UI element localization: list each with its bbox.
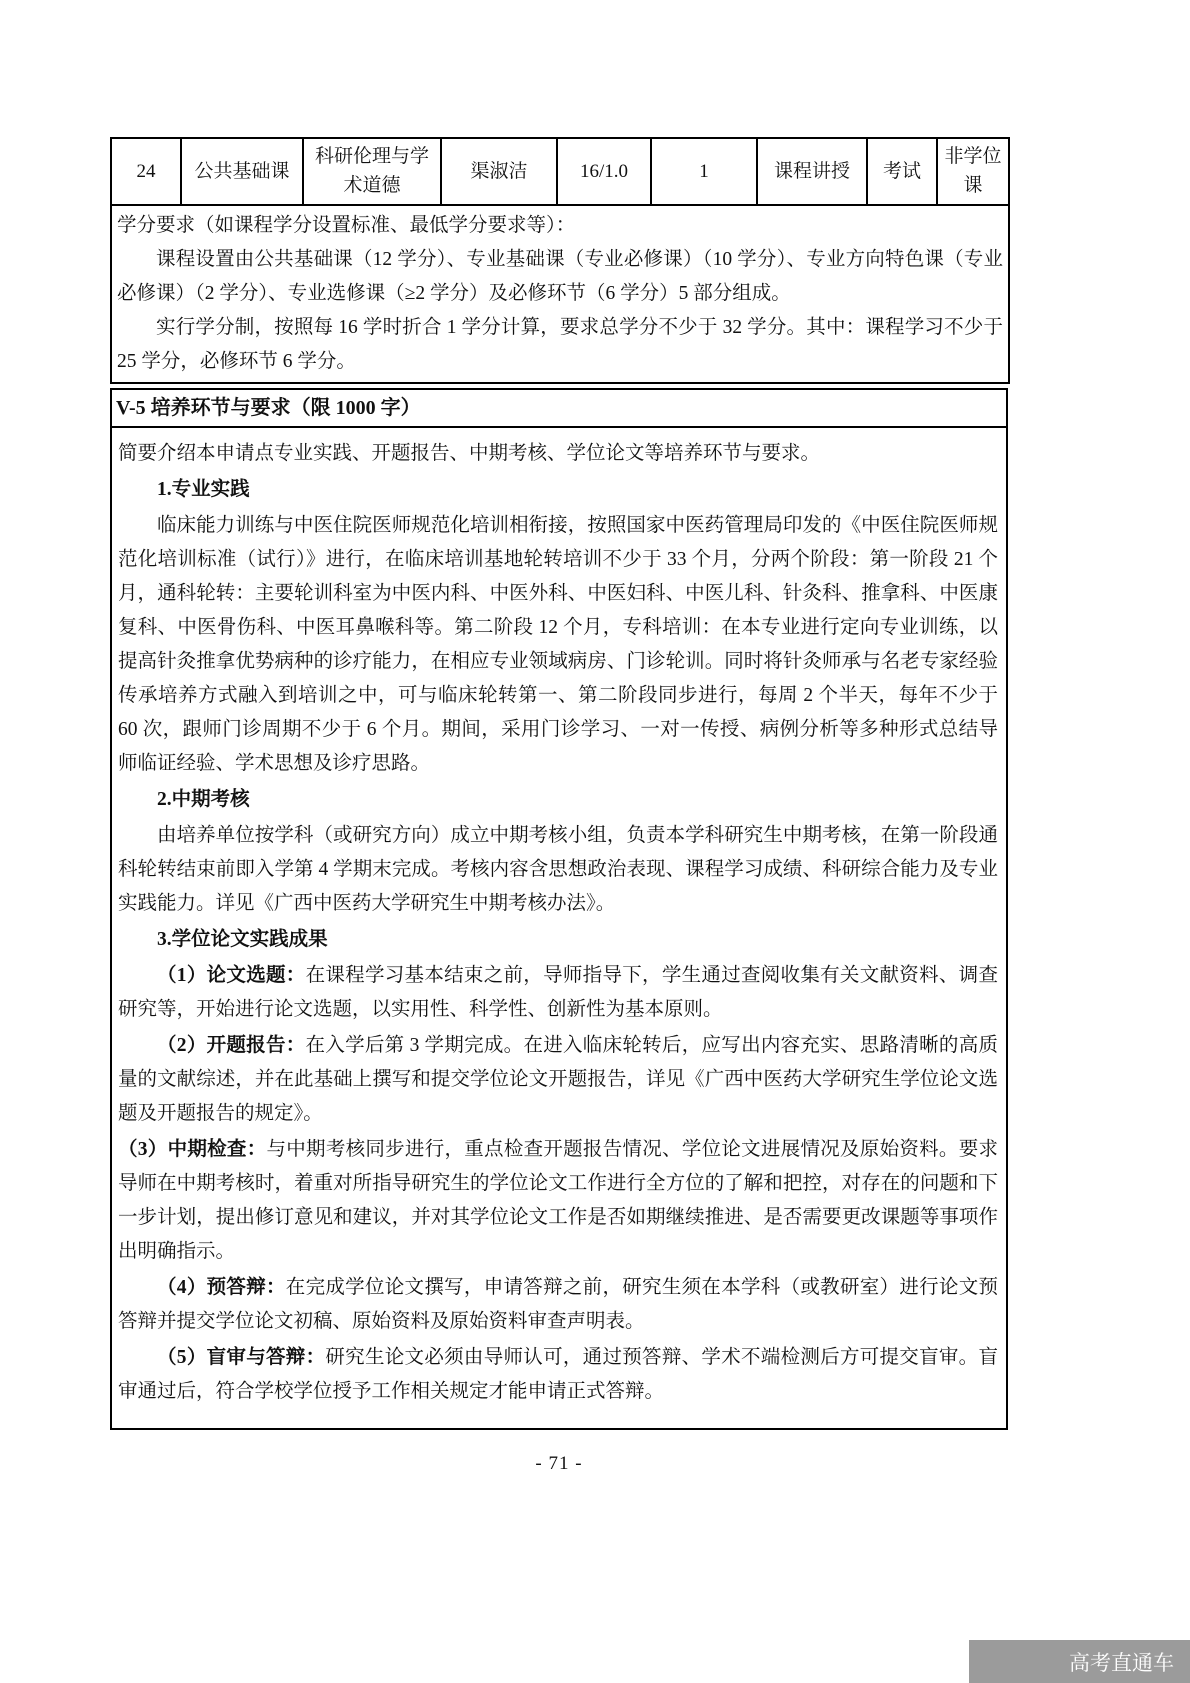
cell-course-number: 24 <box>111 138 181 205</box>
heading-thesis-outcomes: 3.学位论文实践成果 <box>157 928 328 950</box>
section-v5 <box>110 388 1008 1430</box>
thesis-item-topic-selection <box>118 959 998 1027</box>
item-text: 在入学后第 3 学期完成。在进入临床轮转后，应写出内容充实、思路清晰的高质量的文献综述，并在此基础上撰写和提交学位论文开题报告，详见《广西中医药大学研究生学位论文选题及开题报告的规定》。 <box>118 1034 998 1124</box>
watermark-gaokao-zhitongche: 高考直通车 <box>969 1640 1190 1683</box>
thesis-item-pre-defense <box>118 1271 998 1339</box>
paragraph-midterm-assessment: 由培养单位按学科（或研究方向）成立中期考核小组，负责本学科研究生中期考核，在第一阶段通科轮转结束前即入学第 4 学期末完成。考核内容含思想政治表现、课程学习成绩、科研综合能力及专业实践能力。详见《广西中医药大学研究生中期考核办法》。 <box>118 824 998 914</box>
item-lead: （2）开题报告： <box>157 1034 306 1056</box>
paragraph-professional-practice: 临床能力训练与中医住院医师规范化培训相衔接，按照国家中医药管理局印发的《中医住院医师规范化培训标准（试行）》进行，在临床培训基地轮转培训不少于 33 个月，分两个阶段：第一阶段 21 个月，通科轮转：主要轮训科室为中医内科、中医外科、中医妇科、中医儿科、针灸科、推拿科、中医康复科、中医骨伤科、中医耳鼻喉科等。第二阶段 12 个月，专科培训：在本专业进行定向专业训练，以提高针灸推拿优势病种的诊疗能力，在相应专业领域病房、门诊轮训。同时将针灸师承与名老专家经验传承培养方式融入到培训之中，可与临床轮转第一、第二阶段同步进行，每周 2 个半天，每年不少于 60 次，跟师门诊周期不少于 6 个月。期间，采用门诊学习、一对一传授、病例分析等多种形式总结导师临证经验、学术思想及诊疗思路。 <box>118 514 998 774</box>
credit-requirements-cell <box>111 205 1009 383</box>
thesis-item-blind-review-defense <box>118 1341 998 1409</box>
credit-requirements-title: 学分要求（如课程学分设置标准、最低学分要求等）： <box>117 214 576 236</box>
page-number: - 71 - <box>535 1453 583 1474</box>
cell-assessment: 考试 <box>867 138 937 205</box>
course-table-row <box>111 138 1009 205</box>
section-v5-header: V-5 培养环节与要求（限 1000 字） <box>112 390 1006 428</box>
section-v5-body <box>112 428 1006 1428</box>
item-lead: （1）论文选题： <box>157 964 306 986</box>
thesis-item-midterm-check <box>118 1133 998 1269</box>
credit-requirements-row <box>111 205 1009 383</box>
item-lead: （5）盲审与答辩： <box>157 1346 326 1368</box>
document-page <box>110 137 1008 1430</box>
item-text: 在课程学习基本结束之前，导师指导下，学生通过查阅收集有关文献资料、调查研究等，开始进行论文选题，以实用性、科学性、创新性为基本原则。 <box>118 964 998 1020</box>
course-table <box>110 137 1010 384</box>
thesis-item-proposal-report <box>118 1029 998 1131</box>
credit-paragraph-1: 课程设置由公共基础课（12 学分）、专业基础课（专业必修课）（10 学分）、专业方向特色课（专业必修课）（2 学分）、专业选修课（≥2 学分）及必修环节（6 学分）5 部分组成。 <box>117 248 1003 304</box>
heading-midterm-assessment: 2.中期考核 <box>157 788 250 810</box>
item-lead: （3）中期检查： <box>118 1138 267 1160</box>
intro-text: 简要介绍本申请点专业实践、开题报告、中期考核、学位论文等培养环节与要求。 <box>118 442 821 464</box>
item-text: 与中期考核同步进行，重点检查开题报告情况、学位论文进展情况及原始资料。要求导师在中期考核时，着重对所指导研究生的学位论文工作进行全方位的了解和把控，对存在的问题和下一步计划，提出修订意见和建议，并对其学位论文工作是否如期继续推进、是否需要更改课题等事项作出明确指示。 <box>118 1138 998 1262</box>
item-text: 研究生论文必须由导师认可，通过预答辩、学术不端检测后方可提交盲审。盲审通过后，符合学校学位授予工作相关规定才能申请正式答辩。 <box>118 1346 998 1402</box>
cell-teaching-method: 课程讲授 <box>757 138 867 205</box>
cell-degree-type: 非学位课 <box>937 138 1009 205</box>
cell-course-name: 科研伦理与学术道德 <box>303 138 441 205</box>
cell-semester: 1 <box>651 138 757 205</box>
credit-paragraph-2: 实行学分制，按照每 16 学时折合 1 学分计算，要求总学分不少于 32 学分。其中：课程学习不少于 25 学分，必修环节 6 学分。 <box>117 316 1003 372</box>
cell-instructor: 渠淑洁 <box>441 138 557 205</box>
cell-course-category: 公共基础课 <box>181 138 303 205</box>
item-text: 在完成学位论文撰写，申请答辩之前，研究生须在本学科（或教研室）进行论文预答辩并提交学位论文初稿、原始资料及原始资料审查声明表。 <box>118 1276 998 1332</box>
heading-professional-practice: 1.专业实践 <box>157 478 250 500</box>
item-lead: （4）预答辩： <box>157 1276 286 1298</box>
cell-hours-credits: 16/1.0 <box>557 138 651 205</box>
